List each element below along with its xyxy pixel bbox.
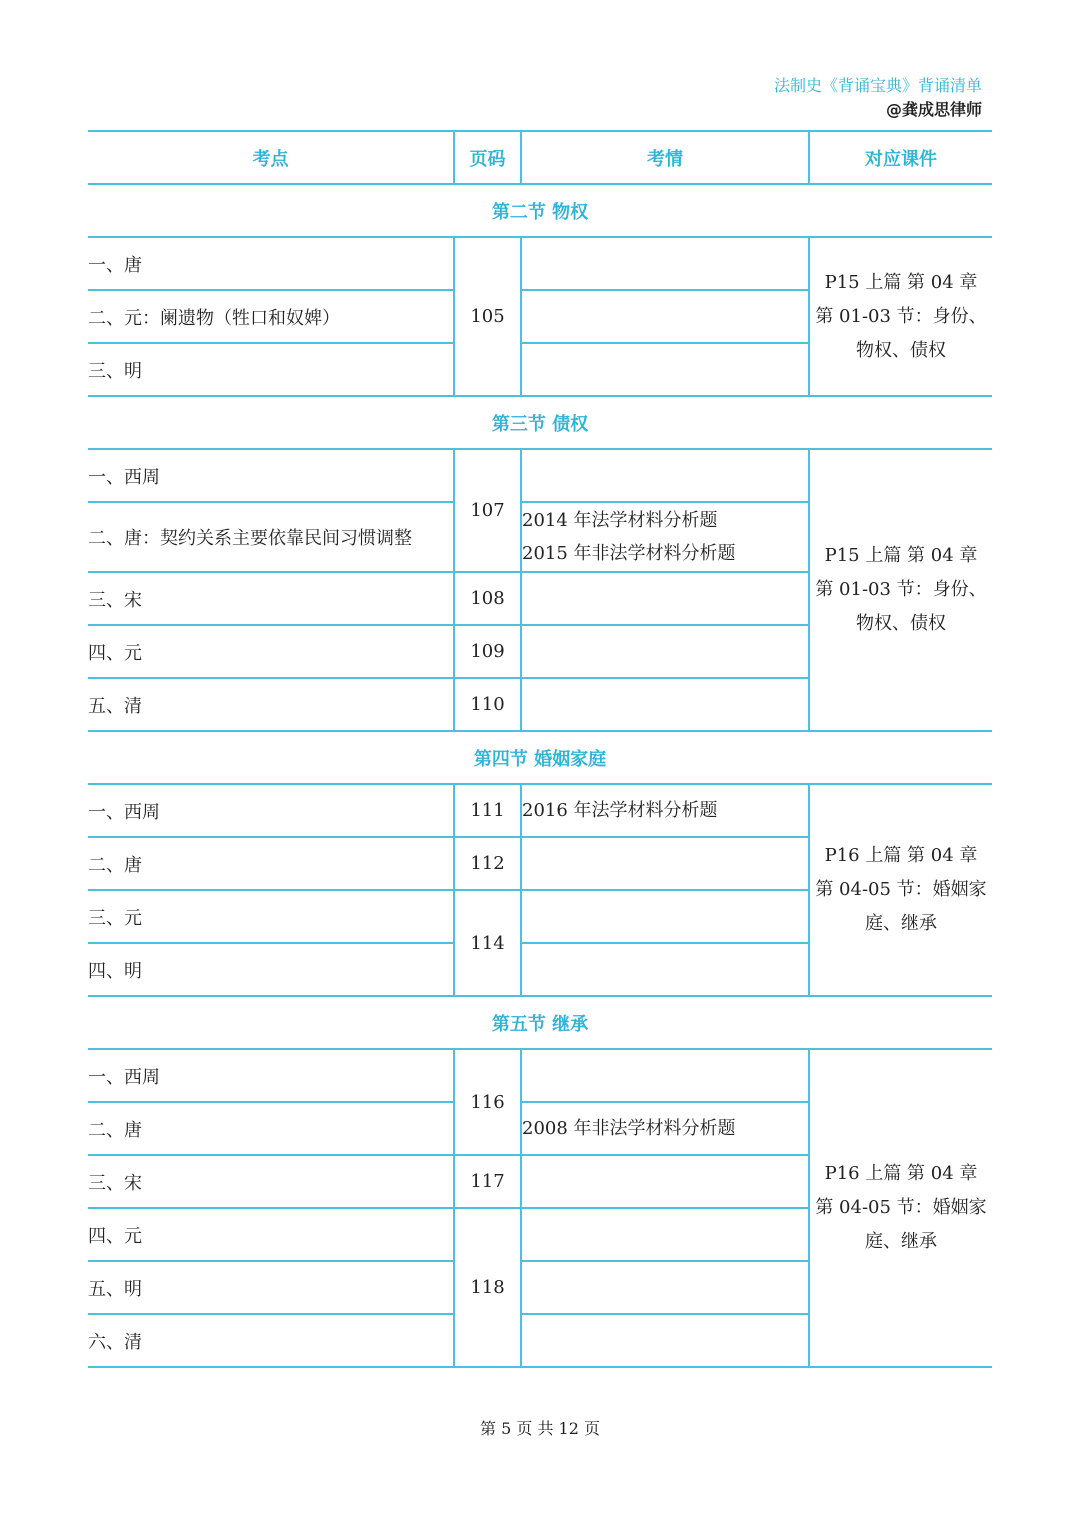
exam-cell [521, 625, 809, 678]
courseware-line: 物权、债权 [856, 339, 946, 361]
table-header-row [88, 131, 992, 184]
point-cell: 三、宋 [88, 572, 454, 625]
courseware-line: 物权、债权 [856, 613, 946, 634]
exam-line: 2015 年非法学材料分析题 [522, 543, 736, 564]
courseware-cell [809, 449, 992, 731]
section-title: 第二节 物权 [88, 184, 992, 237]
point-cell: 六、清 [88, 1314, 454, 1367]
page-header [774, 74, 982, 122]
courseware-line: 第 01-03 节：身份、 [815, 305, 987, 327]
exam-cell [521, 1155, 809, 1208]
point-cell: 五、明 [88, 1261, 454, 1314]
page-cell: 111 [454, 784, 521, 837]
point-cell: 四、元 [88, 1208, 454, 1261]
page-cell: 109 [454, 625, 521, 678]
point-cell: 三、元 [88, 890, 454, 943]
section-title: 第五节 继承 [88, 996, 992, 1049]
exam-cell [521, 1208, 809, 1261]
courseware-line: 庭、继承 [865, 1231, 937, 1252]
exam-cell [521, 943, 809, 996]
courseware-line: P15 上篇 第 04 章 [824, 271, 978, 293]
page-cell: 107 [454, 449, 521, 572]
point-cell: 四、元 [88, 625, 454, 678]
courseware-cell [809, 784, 992, 996]
section-title: 第三节 债权 [88, 396, 992, 449]
page-cell: 105 [454, 237, 521, 396]
column-header-exam: 考情 [521, 131, 809, 184]
section-row [88, 731, 992, 784]
exam-cell [521, 1261, 809, 1314]
page-cell: 118 [454, 1208, 521, 1367]
point-cell: 一、西周 [88, 1049, 454, 1102]
exam-cell [521, 449, 809, 502]
exam-cell [521, 237, 809, 290]
exam-cell: 2008 年非法学材料分析题 [521, 1102, 809, 1155]
courseware-line: 第 04-05 节：婚姻家 [815, 879, 987, 900]
point-cell: 一、唐 [88, 237, 454, 290]
document-title: 法制史《背诵宝典》背诵清单 [773, 76, 982, 95]
courseware-line: P15 上篇 第 04 章 [824, 545, 978, 566]
section-title: 第四节 婚姻家庭 [88, 731, 992, 784]
recitation-table [88, 130, 992, 1368]
page-number: 第 5 页 共 12 页 [480, 1419, 600, 1438]
column-header-page: 页码 [454, 131, 521, 184]
exam-cell [521, 1049, 809, 1102]
exam-cell [521, 1314, 809, 1367]
exam-cell [521, 678, 809, 731]
table-row [88, 1049, 992, 1102]
point-cell: 二、唐 [88, 837, 454, 890]
section-row [88, 184, 992, 237]
courseware-line: P16 上篇 第 04 章 [824, 1163, 978, 1184]
courseware-line: P16 上篇 第 04 章 [824, 845, 978, 866]
exam-cell: 2016 年法学材料分析题 [521, 784, 809, 837]
courseware-cell [809, 1049, 992, 1367]
exam-cell [521, 502, 809, 572]
point-cell: 二、元：阑遗物（牲口和奴婢） [88, 290, 454, 343]
courseware-line: 第 01-03 节：身份、 [815, 579, 987, 600]
page-cell: 108 [454, 572, 521, 625]
page-cell: 116 [454, 1049, 521, 1155]
exam-cell [521, 890, 809, 943]
section-row [88, 996, 992, 1049]
exam-cell [521, 290, 809, 343]
page-cell: 110 [454, 678, 521, 731]
point-cell: 四、明 [88, 943, 454, 996]
table-row [88, 449, 992, 502]
page-cell: 112 [454, 837, 521, 890]
point-cell: 三、明 [88, 343, 454, 396]
exam-line: 2014 年法学材料分析题 [522, 510, 718, 531]
courseware-cell [809, 237, 992, 396]
point-cell: 二、唐 [88, 1102, 454, 1155]
point-cell: 一、西周 [88, 784, 454, 837]
exam-cell [521, 343, 809, 396]
table-row [88, 784, 992, 837]
column-header-courseware: 对应课件 [809, 131, 992, 184]
point-cell: 五、清 [88, 678, 454, 731]
point-cell: 三、宋 [88, 1155, 454, 1208]
column-header-point: 考点 [88, 131, 454, 184]
author-label: @龚成思律师 [885, 100, 982, 119]
section-row [88, 396, 992, 449]
courseware-line: 第 04-05 节：婚姻家 [815, 1197, 987, 1218]
point-cell: 二、唐：契约关系主要依靠民间习惯调整 [88, 502, 454, 572]
exam-cell [521, 837, 809, 890]
page-cell: 114 [454, 890, 521, 996]
page-cell: 117 [454, 1155, 521, 1208]
point-cell: 一、西周 [88, 449, 454, 502]
exam-cell [521, 572, 809, 625]
table-row [88, 237, 992, 290]
courseware-line: 庭、继承 [865, 913, 937, 934]
